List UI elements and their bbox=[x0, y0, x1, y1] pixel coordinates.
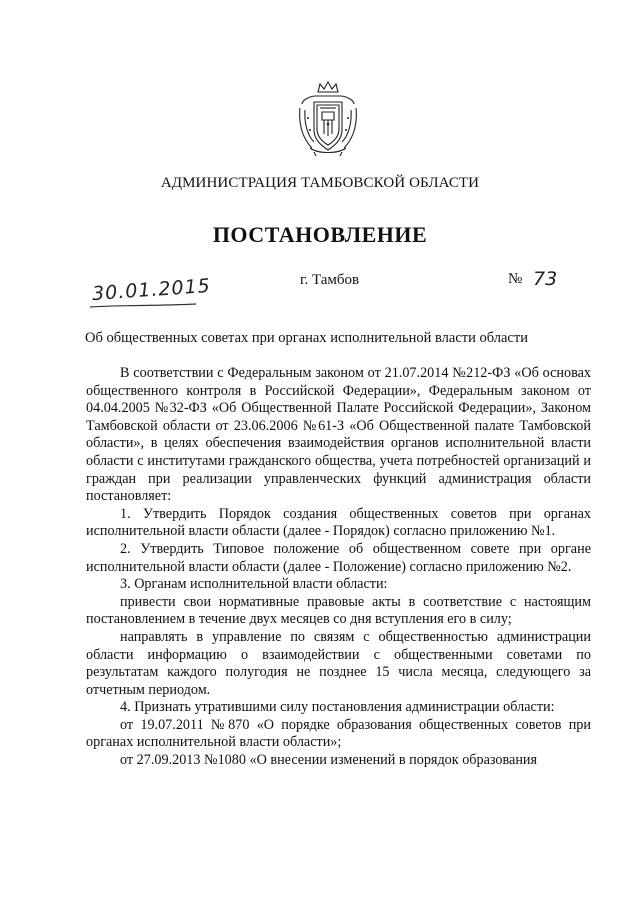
body-paragraph: от 27.09.2013 №1080 «О внесении изменений в порядок образования bbox=[120, 752, 538, 769]
coat-of-arms-emblem bbox=[296, 78, 360, 158]
body-paragraph: привести свои нормативные правовые акты в соответствие с настоящим постановлением в течение двух месяцев со дня вступления его в силу; bbox=[86, 593, 591, 628]
body-paragraph: 2. Утвердить Типовое положение об общественном совете при органе исполнительной власти области (далее - Положение) согласно приложению №2. bbox=[86, 540, 591, 575]
body-paragraph: направлять в управление по связям с общественностью администрации области информацию о взаимодействии с общественными советами по результатам каждого полугодия не позднее 15 числа месяца, следующего за отчетным периодом. bbox=[86, 628, 591, 698]
body-paragraph: от 19.07.2011 №870 «О порядке образования общественных советов при органах исполнительной власти области»; bbox=[86, 716, 591, 751]
body-paragraph: 1. Утвердить Порядок создания общественных советов при органах исполнительной власти области (далее - Порядок) согласно приложению №1. bbox=[86, 505, 591, 540]
city-label: г. Тамбов bbox=[300, 272, 360, 288]
body-paragraph: 3. Органам исполнительной власти области: bbox=[120, 576, 388, 593]
document-type-title: ПОСТАНОВЛЕНИЕ bbox=[212, 222, 428, 247]
organization-title: АДМИНИСТРАЦИЯ ТАМБОВСКОЙ ОБЛАСТИ bbox=[160, 175, 480, 191]
handwritten-date: 30.01.2015 bbox=[91, 274, 212, 306]
body-paragraph: В соответствии с Федеральным законом от 21.07.2014 №212-ФЗ «Об основах общественного контроля в Российской Федерации», Федеральным законом от 04.04.2005 №32-ФЗ «Об Общественной Палате Российской Федерации», Законом Тамбовской области от 23.06.2006 №61-З «Об Общественной палате Тамбовской области», в целях обеспечения взаимодействия органов исполнительной власти области с институтами гражданского общества, учета потребностей организаций и граждан при реализации управленческих функций администрация области постановляет: bbox=[86, 365, 591, 505]
handwritten-number: 73 bbox=[533, 268, 558, 290]
document-subject: Об общественных советах при органах исполнительной власти области bbox=[85, 330, 528, 346]
date-underline-stroke bbox=[88, 303, 198, 309]
document-body bbox=[86, 365, 591, 770]
number-label: № bbox=[508, 271, 523, 287]
body-paragraph: 4. Признать утратившими силу постановления администрации области: bbox=[120, 699, 555, 716]
